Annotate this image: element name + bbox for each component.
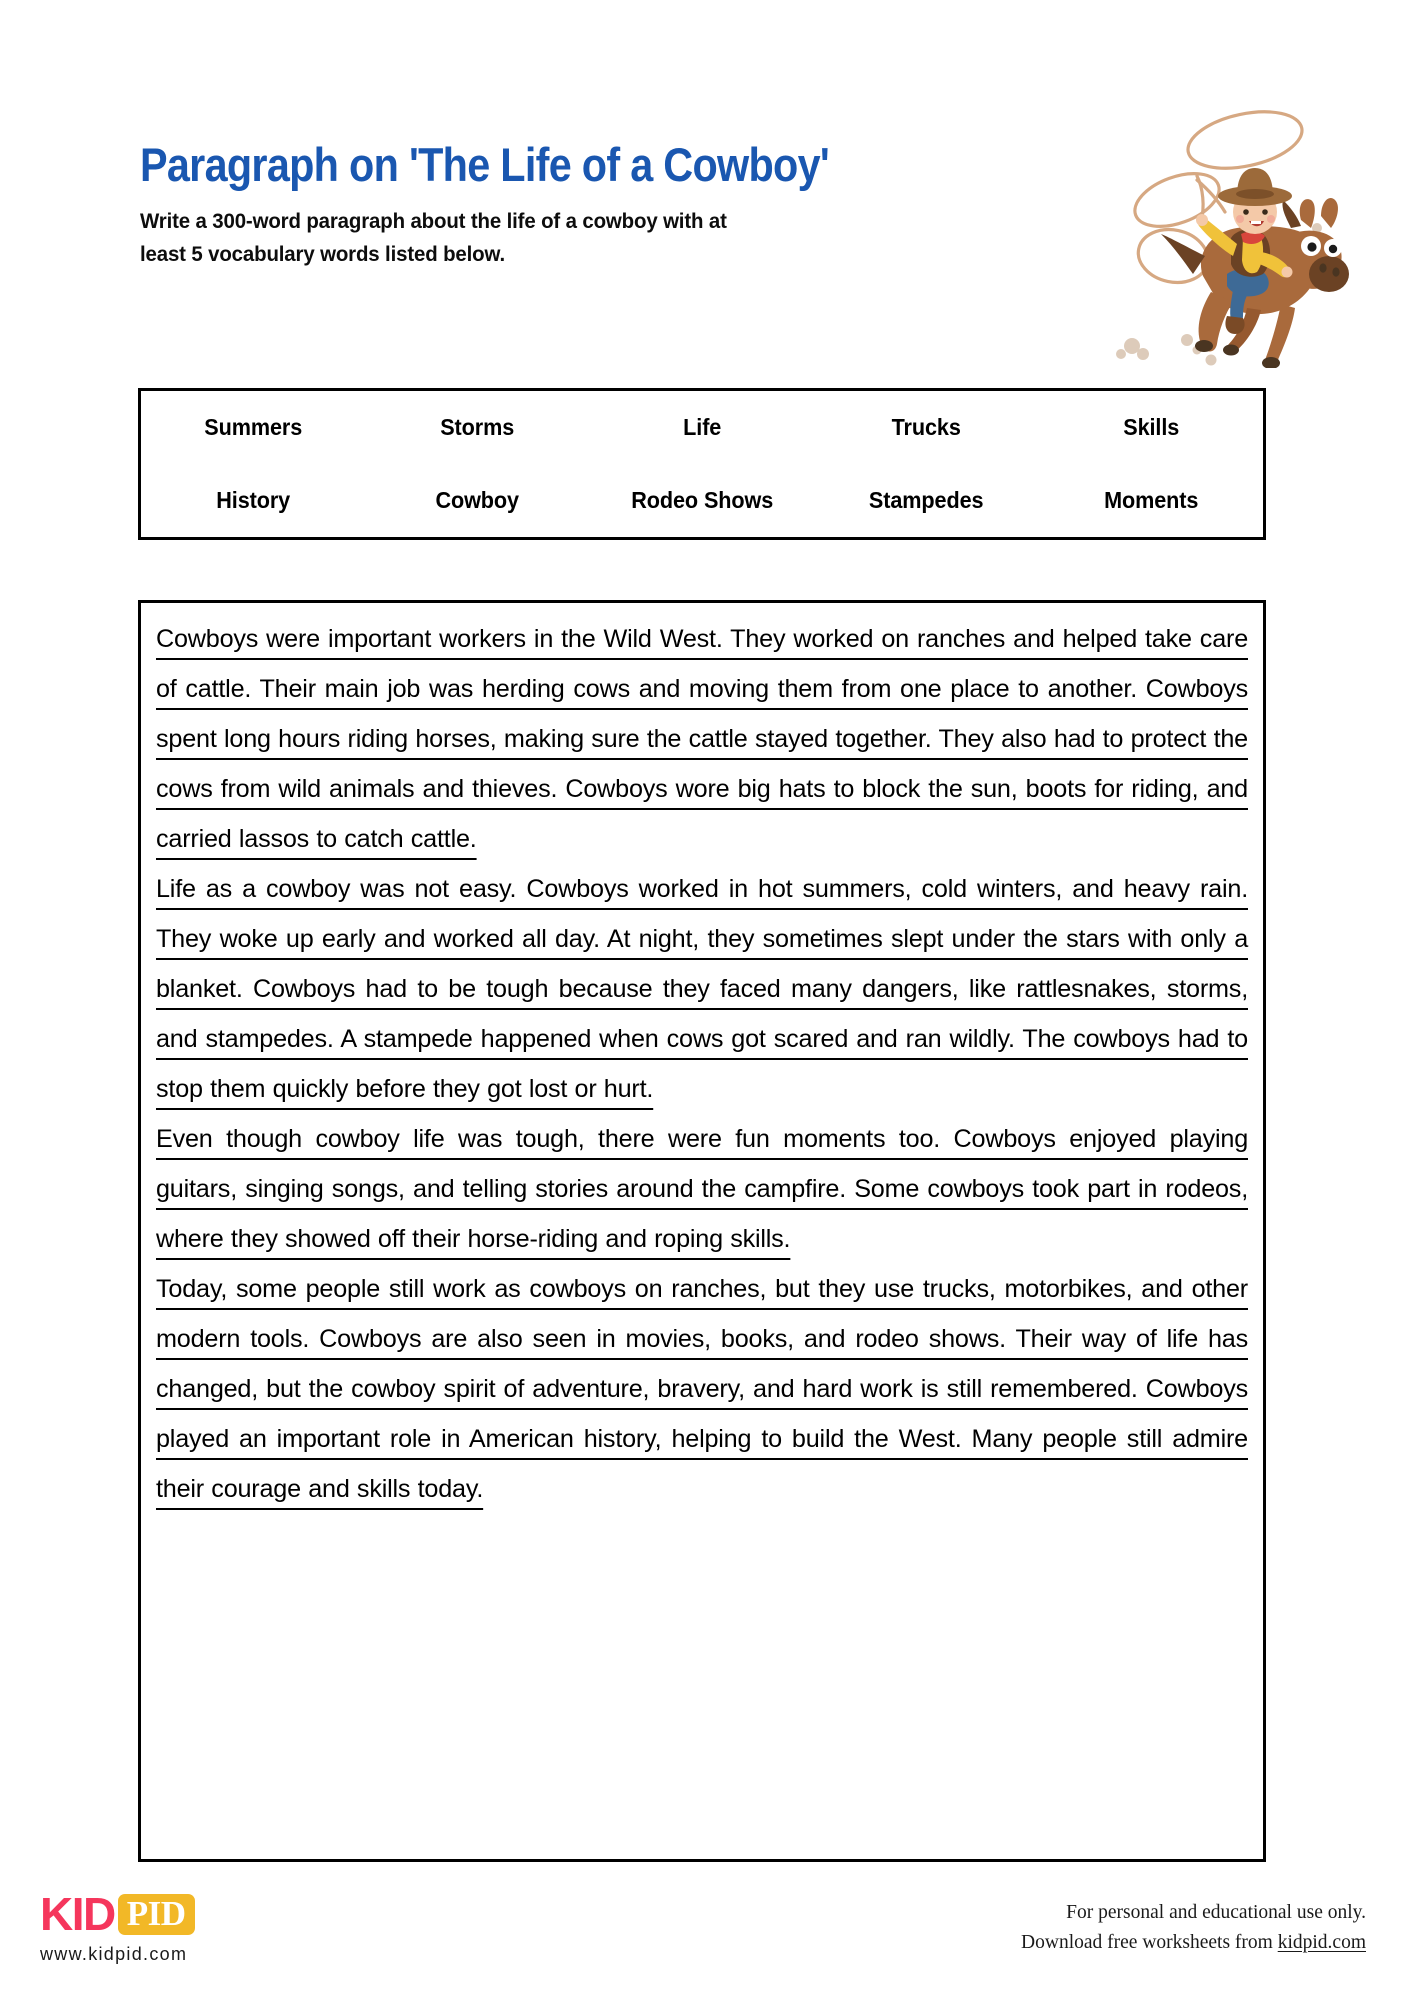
kidpid-link[interactable]: kidpid.com xyxy=(1277,1932,1366,1954)
page-title: Paragraph on 'The Life of a Cowboy' xyxy=(140,138,830,191)
answer-paragraph: Today, some people still work as cowboys on ranches, but they use trucks, motorbikes, and other modern tools. Cowboys are also seen in movies, books, and rodeo shows. Their way of life has changed, but the cowboy spirit of adventure, bravery, and hard work is still remembered. Cowboys played an important role in American history, helping to build the West. Many people still admire their courage and skills today. xyxy=(156,1275,1248,1503)
answer-paragraph: Even though cowboy life was tough, there were fun moments too. Cowboys enjoyed playing guitars, singing songs, and telling stories around the campfire. Some cowboys took part in rodeos, where they showed off their horse-riding and roping skills. xyxy=(156,1125,1248,1253)
vocab-word: Life xyxy=(682,414,722,440)
instruction-line-2: least 5 vocabulary words listed below. xyxy=(140,242,506,267)
answer-text-box[interactable] xyxy=(138,600,1266,1862)
vocab-word: Moments xyxy=(1103,487,1198,513)
vocab-word: Rodeo Shows xyxy=(631,487,773,513)
worksheet-instructions xyxy=(140,205,976,270)
answer-paragraph: Cowboys were important workers in the Wild West. They worked on ranches and helped take care of cattle. Their main job was herding cows and moving them from one place to another. Cowboys spent long hours riding horses, making sure the cattle stayed together. They also had to protect the cows from wild animals and thieves. Cowboys wore big hats to block the sun, boots for riding, and carried lassos to catch cattle. xyxy=(156,625,1248,853)
usage-note-line-1: For personal and educational use only. xyxy=(1066,1902,1366,1923)
vocabulary-row-1 xyxy=(141,391,1263,464)
kidpid-logo xyxy=(40,1888,300,1965)
vocabulary-row-2 xyxy=(141,464,1263,537)
vocab-word: Storms xyxy=(440,414,515,440)
usage-note-line-2 xyxy=(1021,1928,1366,1958)
vocab-word: Trucks xyxy=(891,414,961,440)
footer-usage-note xyxy=(1021,1898,1366,1958)
vocab-word: History xyxy=(216,487,291,513)
logo-pid-badge xyxy=(118,1894,195,1935)
vocab-word: Stampedes xyxy=(869,487,984,513)
vocab-word: Summers xyxy=(204,414,303,440)
logo-kid-text: KID xyxy=(40,1888,115,1940)
instruction-line-1: Write a 300-word paragraph about the life of a cowboy with at xyxy=(140,209,727,234)
logo-website-url: www.kidpid.com xyxy=(40,1944,188,1964)
cowboy-illustration xyxy=(1085,88,1385,368)
vocab-word: Skills xyxy=(1122,414,1179,440)
vocab-word: Cowboy xyxy=(435,487,520,513)
logo-pid-text: PID xyxy=(126,1893,186,1933)
answer-paragraph: Life as a cowboy was not easy. Cowboys worked in hot summers, cold winters, and heavy rain. They woke up early and worked all day. At night, they sometimes slept under the stars with only a blanket. Cowboys had to be tough because they faced many dangers, like rattlesnakes, storms, and stampedes. A stampede happened when cows got scared and ran wildly. The cowboys had to stop them quickly before they got lost or hurt. xyxy=(156,875,1248,1103)
download-text: Download free worksheets from xyxy=(1021,1932,1278,1954)
logo-mark xyxy=(40,1888,300,1940)
vocabulary-word-bank xyxy=(138,388,1266,540)
